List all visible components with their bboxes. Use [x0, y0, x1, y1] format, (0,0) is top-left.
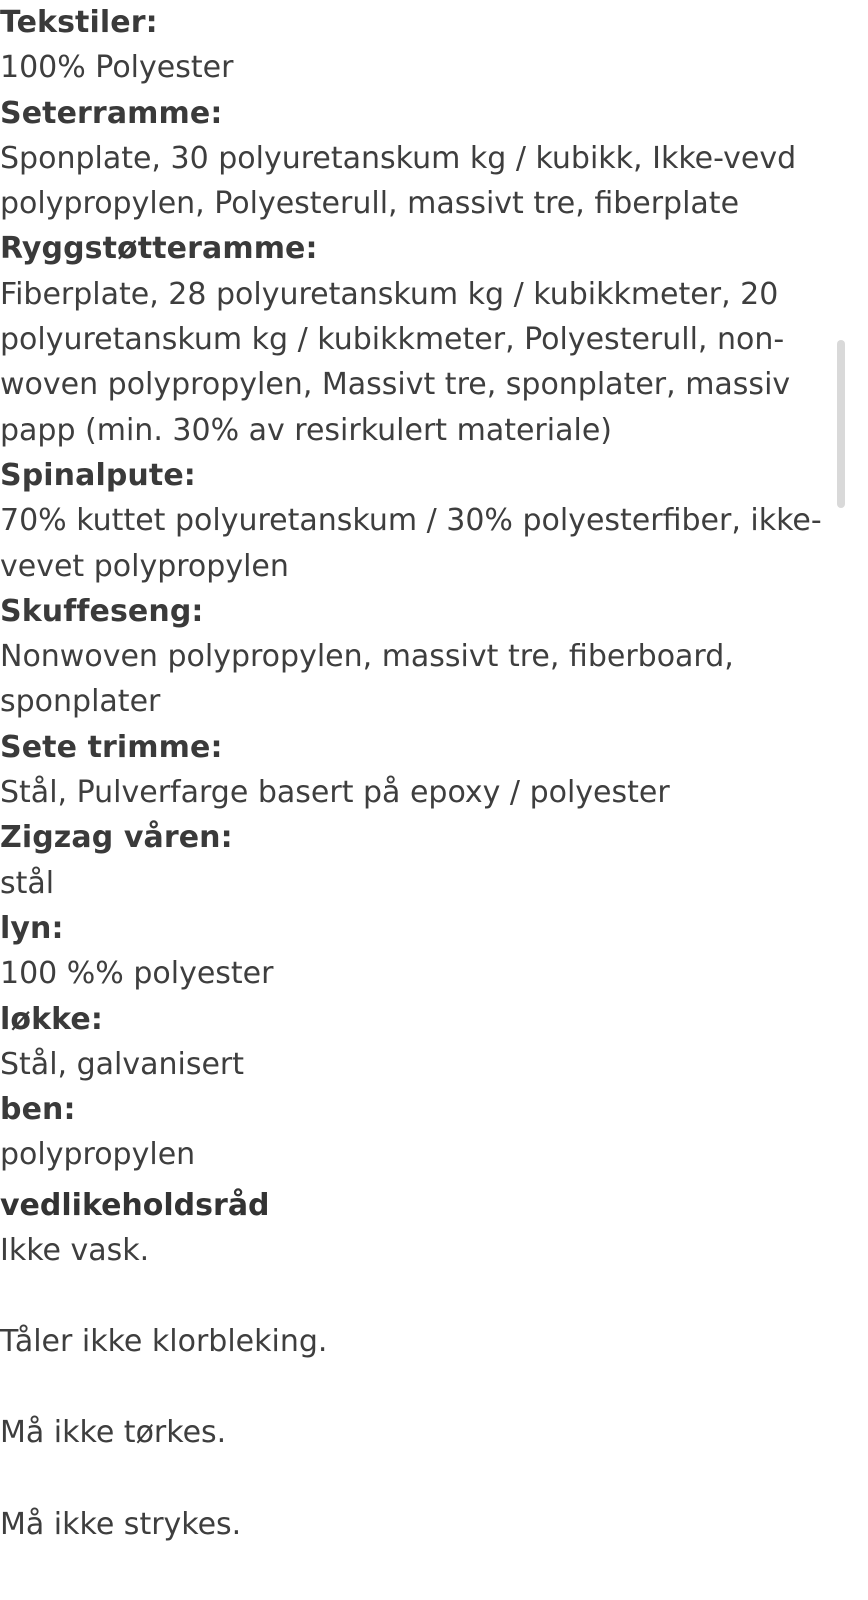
material-item-drawer-bed: [0, 589, 828, 725]
material-value: 100% Polyester: [0, 50, 234, 86]
material-item-loop: [0, 997, 828, 1088]
material-item-legs: [0, 1087, 828, 1178]
material-item-spinal-cushion: [0, 453, 828, 589]
care-instruction-line: Må ikke strykes.: [0, 1506, 242, 1542]
material-label: ben:: [0, 1092, 76, 1128]
care-instruction-line: Må ikke tørkes.: [0, 1415, 227, 1451]
material-label: Sete trimme:: [0, 729, 223, 765]
material-value: polypropylen: [0, 1137, 196, 1173]
material-value: Fiberplate, 28 polyuretanskum kg / kubikkmeter, 20 polyuretanskum kg / kubikkmeter, Polyesterull, non-woven polypropylen, Massivt tre, sponplater, massiv papp (min. 30% av resirkulert materiale): [0, 276, 791, 448]
material-item-back-frame: [0, 226, 828, 452]
material-item-zigzag-spring: [0, 815, 828, 906]
material-value: Stål, galvanisert: [0, 1046, 245, 1082]
material-value: Nonwoven polypropylen, massivt tre, fiberboard, sponplater: [0, 639, 734, 720]
material-item-zipper: [0, 906, 828, 997]
material-value: 70% kuttet polyuretanskum / 30% polyesterfiber, ikke-vevet polypropylen: [0, 503, 822, 584]
material-label: Seterramme:: [0, 95, 223, 131]
material-value: Sponplate, 30 polyuretanskum kg / kubikk, Ikke-vevd polypropylen, Polyesterull, massivt tre, fiberplate: [0, 140, 797, 222]
material-value: Stål, Pulverfarge basert på epoxy / polyester: [0, 775, 670, 811]
material-label: lyn:: [0, 910, 64, 946]
material-label: Skuffeseng:: [0, 593, 204, 629]
material-item-textiles: [0, 0, 828, 91]
material-item-seat-frame: [0, 91, 828, 227]
care-instructions: [0, 1184, 828, 1547]
material-label: Tekstiler:: [0, 5, 158, 40]
material-value: 100 %% polyester: [0, 956, 274, 992]
care-instruction-line: Tåler ikke klorbleking.: [0, 1324, 328, 1360]
material-item-seat-trim: [0, 725, 828, 816]
material-label: Spinalpute:: [0, 457, 196, 493]
material-label: Ryggstøtteramme:: [0, 231, 318, 267]
vertical-scrollbar[interactable]: [837, 340, 845, 508]
care-instruction-line: Ikke vask.: [0, 1232, 150, 1268]
material-label: Zigzag våren:: [0, 820, 233, 856]
material-label: løkke:: [0, 1001, 103, 1037]
material-value: stål: [0, 865, 55, 901]
care-title: vedlikeholdsråd: [0, 1187, 270, 1223]
